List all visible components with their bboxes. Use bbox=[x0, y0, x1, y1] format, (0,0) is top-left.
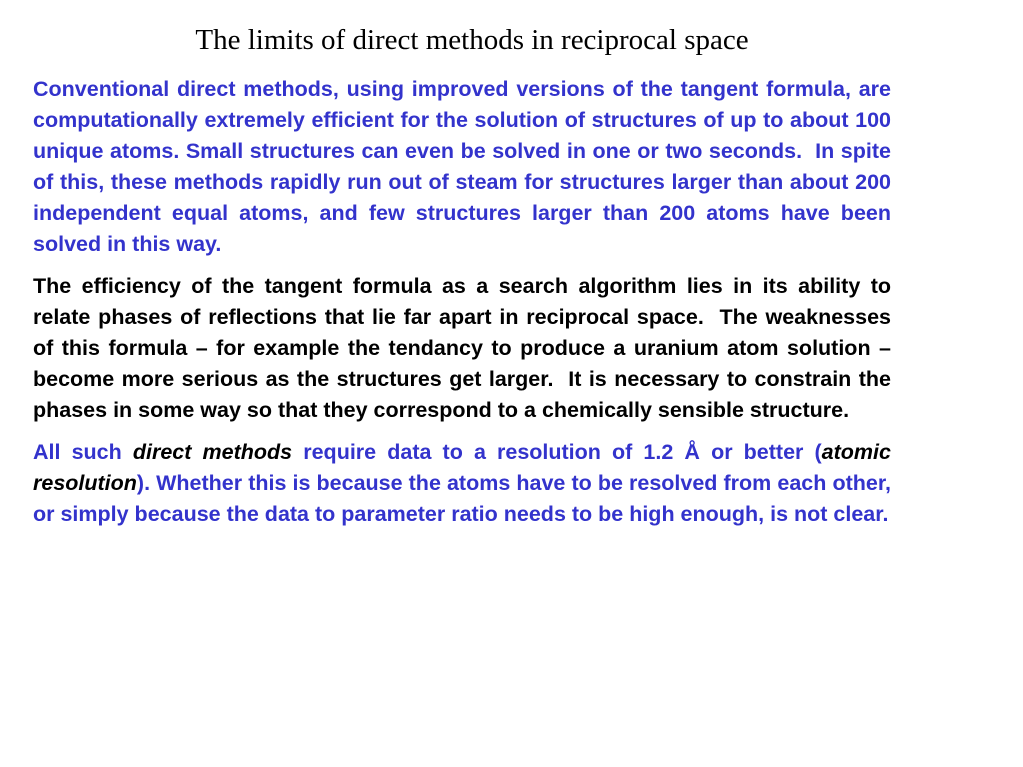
paragraph3-text-2: require data to a resolution of 1.2 Å or better ( bbox=[292, 440, 822, 464]
direct-methods-emphasis: direct methods bbox=[132, 440, 293, 464]
paragraph3-text-1: All such bbox=[33, 440, 133, 464]
slide-body bbox=[33, 74, 891, 541]
paragraph-conventional-direct-methods: Conventional direct methods, using improved versions of the tangent formula, are computationally extremely efficient for the solution of structures of up to about 100 unique atoms. Small structures can even be solved in one or two seconds. In spite of this, these methods rapidly run out of steam for structures larger than about 200 independent equal atoms, and few structures larger than 200 atoms have been solved in this way. bbox=[33, 77, 891, 256]
slide-title: The limits of direct methods in reciprocal space bbox=[195, 24, 749, 56]
paragraph3-text-3: ). Whether this is because the atoms have to be resolved from each other, or simply because the data to parameter ratio needs to be high enough, is not clear. bbox=[33, 471, 891, 526]
paragraph-atomic-resolution bbox=[33, 437, 891, 530]
atomic-resolution-emphasis: atomic resolution bbox=[33, 440, 891, 495]
paragraph-tangent-formula-efficiency: The efficiency of the tangent formula as a search algorithm lies in its ability to relate phases of reflections that lie far apart in reciprocal space. The weaknesses of this formula – for example the tendancy to produce a uranium atom solution – become more serious as the structures get larger. It is necessary to constrain the phases in some way so that they correspond to a chemically sensible structure. bbox=[33, 274, 891, 422]
